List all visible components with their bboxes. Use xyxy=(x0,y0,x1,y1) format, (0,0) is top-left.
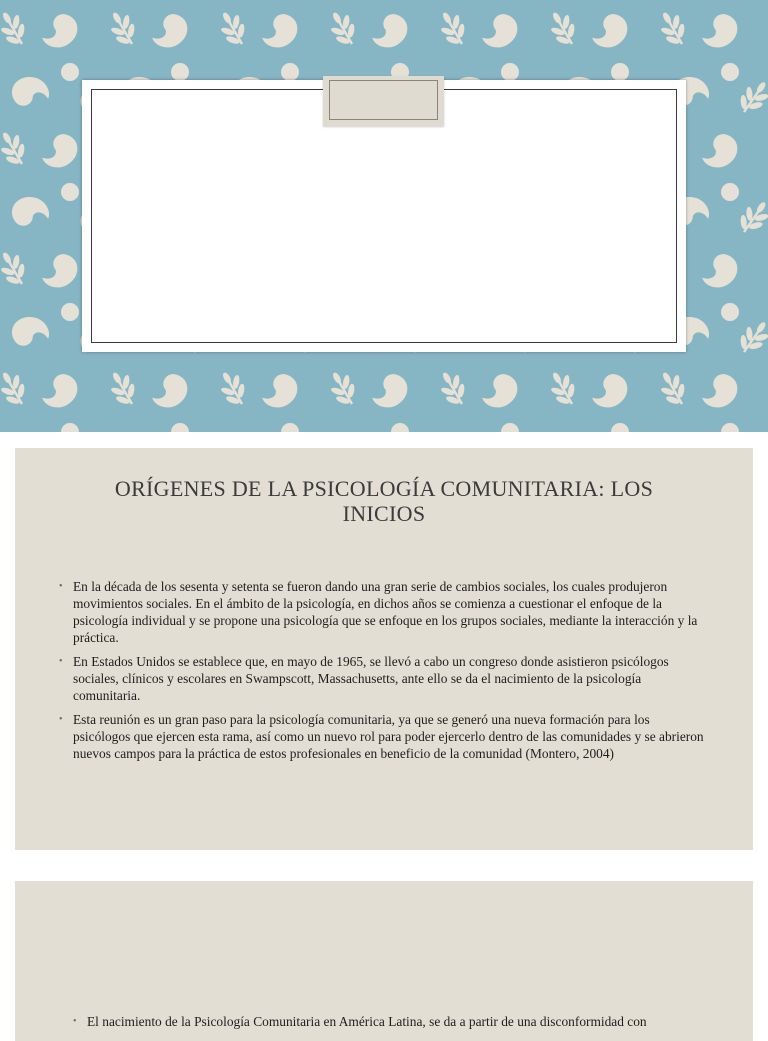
slide-title: ORÍGENES DE LA PSICOLOGÍA COMUNITARIA: LOS INICIOS xyxy=(114,476,654,526)
list-item xyxy=(73,1013,705,1030)
title-card-border xyxy=(91,89,677,343)
title-card-tab-border xyxy=(329,80,438,120)
bullet-icon: • xyxy=(73,1016,77,1027)
bullet-list xyxy=(59,578,705,769)
title-card xyxy=(82,80,686,352)
bullet-text: Esta reunión es un gran paso para la psicología comunitaria, ya que se generó una nueva formación para los psicólogos que ejercen esta rama, así como un nuevo rol para poder ejercerlo dentro de las comunidades y se abrieron nuevos campos para la práctica de estos profesionales en beneficio de la comunidad (Montero, 2004) xyxy=(73,712,704,761)
list-item xyxy=(59,653,705,704)
list-item xyxy=(59,578,705,646)
bullet-icon: • xyxy=(59,656,63,667)
bullet-icon: • xyxy=(59,714,63,725)
title-card-tab xyxy=(323,76,444,126)
title-slide xyxy=(0,0,768,432)
bullet-icon: • xyxy=(59,581,63,592)
next-slide xyxy=(15,881,753,1041)
bullet-list xyxy=(73,1013,705,1030)
bullet-text: En Estados Unidos se establece que, en mayo de 1965, se llevó a cabo un congreso donde asistieron psicólogos sociales, clínicos y escolares en Swampscott, Massachusetts, ante ello se da el nacimiento de la psicología comunitaria. xyxy=(73,654,669,703)
list-item xyxy=(59,711,705,762)
bullet-text: En la década de los sesenta y setenta se fueron dando una gran serie de cambios sociales, los cuales produjeron movimientos sociales. En el ámbito de la psicología, en dichos años se comienza a cuestionar el enfoque de la psicología individual y se propone una psicología que se enfoque en los grupos sociales, mediante la interacción y la práctica. xyxy=(73,579,698,645)
content-slide xyxy=(15,448,753,850)
bullet-text: El nacimiento de la Psicología Comunitaria en América Latina, se da a partir de una disconformidad con xyxy=(87,1014,647,1029)
